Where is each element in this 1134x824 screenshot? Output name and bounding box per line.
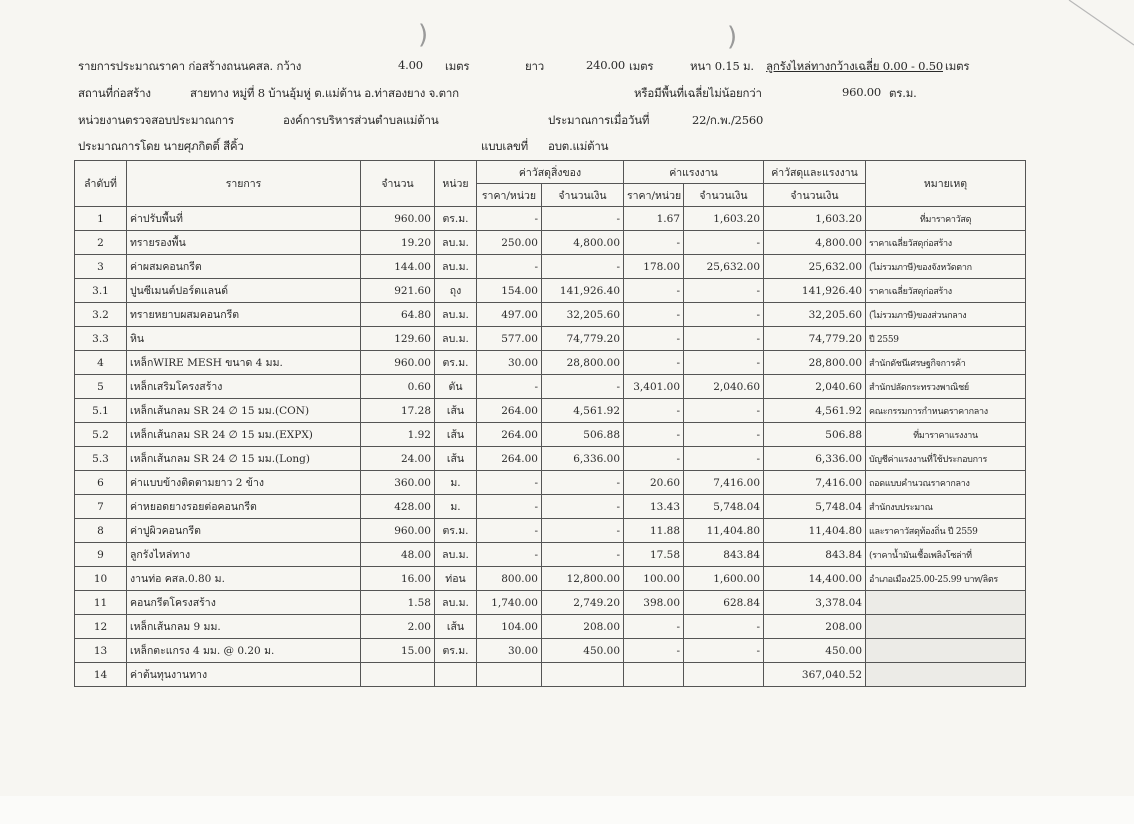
area-label: หรือมีพื้นที่เฉลี่ยไม่น้อยกว่า: [634, 86, 762, 100]
road-width-unit: เมตร: [445, 59, 470, 73]
table-row: [75, 207, 1026, 231]
row-material-amount: -: [542, 471, 624, 495]
col-labor-header: ค่าแรงงาน: [624, 161, 764, 184]
row-qty: 2.00: [361, 615, 435, 639]
table-row: [75, 327, 1026, 351]
row-total: 74,779.20: [764, 327, 866, 351]
row-unit: ตร.ม.: [435, 519, 477, 543]
row-qty: 0.60: [361, 375, 435, 399]
row-item: หิน: [127, 327, 361, 351]
project-title: รายการประมาณราคา ก่อสร้างถนนคสล. กว้าง: [78, 59, 302, 73]
row-material-price: 264.00: [477, 447, 542, 471]
row-unit: ตร.ม.: [435, 207, 477, 231]
page-bottom-edge: [0, 796, 1134, 824]
row-material-price: -: [477, 375, 542, 399]
row-unit: เส้น: [435, 423, 477, 447]
row-item: เหล็กเส้นกลม 9 มม.: [127, 615, 361, 639]
inspector-label: หน่วยงานตรวจสอบประมาณการ: [78, 113, 234, 127]
table-row: [75, 567, 1026, 591]
row-labor-amount: -: [684, 327, 764, 351]
row-labor-amount: -: [684, 423, 764, 447]
row-qty: 921.60: [361, 279, 435, 303]
row-total: 450.00: [764, 639, 866, 663]
row-unit: ตัน: [435, 375, 477, 399]
length-unit: เมตร: [629, 59, 654, 73]
location-label: สถานที่ก่อสร้าง: [78, 86, 151, 100]
table-row: [75, 399, 1026, 423]
row-material-price: 30.00: [477, 351, 542, 375]
row-unit: [435, 663, 477, 687]
material-unit-price-header: ราคา/หน่วย: [477, 184, 542, 207]
table-row: [75, 279, 1026, 303]
row-unit: เส้น: [435, 447, 477, 471]
row-labor-amount: -: [684, 303, 764, 327]
col-material-header: ค่าวัสดุสิ่งของ: [477, 161, 624, 184]
header-line-1: [78, 58, 301, 76]
row-qty: 144.00: [361, 255, 435, 279]
row-total: 506.88: [764, 423, 866, 447]
row-no: 8: [75, 519, 127, 543]
row-labor-price: 17.58: [624, 543, 684, 567]
row-no: 3.1: [75, 279, 127, 303]
row-qty: 960.00: [361, 207, 435, 231]
row-total: 28,800.00: [764, 351, 866, 375]
row-item: เหล็กเสริมโครงสร้าง: [127, 375, 361, 399]
col-unit-header: หน่วย: [435, 161, 477, 207]
shoulder-text: ลูกรังไหล่ทางกว้างเฉลี่ย 0.00 - 0.50: [766, 59, 943, 73]
row-labor-price: 398.00: [624, 591, 684, 615]
row-material-amount: -: [542, 375, 624, 399]
row-remark: ที่มาราคาแรงงาน: [866, 423, 1026, 447]
row-labor-amount: 11,404.80: [684, 519, 764, 543]
estimate-date-value: 22/ก.พ./2560: [692, 113, 764, 127]
row-labor-amount: -: [684, 279, 764, 303]
road-width-value: 4.00: [398, 58, 423, 72]
row-material-amount: -: [542, 543, 624, 567]
row-labor-amount: -: [684, 639, 764, 663]
row-remark: ถอดแบบคำนวณราคากลาง: [866, 471, 1026, 495]
table-row: [75, 495, 1026, 519]
row-unit: ตร.ม.: [435, 639, 477, 663]
row-labor-price: 178.00: [624, 255, 684, 279]
row-material-amount: -: [542, 495, 624, 519]
row-no: 5.3: [75, 447, 127, 471]
row-unit: ลบ.ม.: [435, 591, 477, 615]
row-material-amount: 32,205.60: [542, 303, 624, 327]
row-labor-price: -: [624, 639, 684, 663]
row-material-price: 30.00: [477, 639, 542, 663]
row-remark: ปี 2559: [866, 327, 1026, 351]
row-material-amount: 2,749.20: [542, 591, 624, 615]
row-labor-price: -: [624, 231, 684, 255]
row-labor-price: 100.00: [624, 567, 684, 591]
row-material-amount: -: [542, 255, 624, 279]
row-total: 6,336.00: [764, 447, 866, 471]
row-total: 208.00: [764, 615, 866, 639]
row-no: 14: [75, 663, 127, 687]
row-no: 10: [75, 567, 127, 591]
row-labor-price: -: [624, 615, 684, 639]
row-material-amount: 141,926.40: [542, 279, 624, 303]
row-remark: [866, 615, 1026, 639]
table-row: [75, 351, 1026, 375]
row-labor-price: 11.88: [624, 519, 684, 543]
table-row: [75, 375, 1026, 399]
row-material-price: -: [477, 207, 542, 231]
row-item: งานท่อ คสล.0.80 ม.: [127, 567, 361, 591]
row-remark: บัญชีค่าแรงงานที่ใช้ประกอบการ: [866, 447, 1026, 471]
row-labor-amount: 2,040.60: [684, 375, 764, 399]
row-remark: [866, 591, 1026, 615]
row-unit: เส้น: [435, 399, 477, 423]
row-material-amount: 28,800.00: [542, 351, 624, 375]
row-remark: สำนักปลัดกระทรวงพาณิชย์: [866, 375, 1026, 399]
row-qty: 19.20: [361, 231, 435, 255]
row-labor-price: -: [624, 351, 684, 375]
row-unit: ลบ.ม.: [435, 231, 477, 255]
row-material-amount: -: [542, 519, 624, 543]
row-labor-amount: 1,600.00: [684, 567, 764, 591]
row-qty: [361, 663, 435, 687]
row-qty: 960.00: [361, 519, 435, 543]
row-labor-amount: -: [684, 399, 764, 423]
table-row: [75, 663, 1026, 687]
row-material-price: 1,740.00: [477, 591, 542, 615]
row-labor-amount: -: [684, 231, 764, 255]
row-item: ค่าหยอดยางรอยต่อคอนกรีต: [127, 495, 361, 519]
length-value: 240.00: [586, 58, 626, 72]
area-value: 960.00: [842, 85, 882, 99]
total-amount-header: จำนวนเงิน: [764, 184, 866, 207]
row-no: 3.3: [75, 327, 127, 351]
row-item: เหล็กเส้นกลม SR 24 ∅ 15 มม.(Long): [127, 447, 361, 471]
table-row: [75, 543, 1026, 567]
row-labor-price: 13.43: [624, 495, 684, 519]
row-total: 2,040.60: [764, 375, 866, 399]
row-qty: 129.60: [361, 327, 435, 351]
table-row: [75, 615, 1026, 639]
row-item: ค่าผสมคอนกรีต: [127, 255, 361, 279]
row-unit: ถุง: [435, 279, 477, 303]
col-remark-header: หมายเหตุ: [866, 161, 1026, 207]
row-remark: ที่มาราคาวัสดุ: [866, 207, 1026, 231]
scan-mark-left: ): [418, 20, 429, 50]
row-no: 11: [75, 591, 127, 615]
row-no: 5.2: [75, 423, 127, 447]
row-labor-amount: 5,748.04: [684, 495, 764, 519]
row-material-price: 154.00: [477, 279, 542, 303]
row-labor-price: 3,401.00: [624, 375, 684, 399]
row-total: 141,926.40: [764, 279, 866, 303]
row-labor-price: -: [624, 399, 684, 423]
row-qty: 16.00: [361, 567, 435, 591]
col-total-header: ค่าวัสดุและแรงงาน: [764, 161, 866, 184]
row-total: 14,400.00: [764, 567, 866, 591]
row-item: ค่าปูผิวคอนกรีต: [127, 519, 361, 543]
row-unit: ตร.ม.: [435, 351, 477, 375]
row-qty: 64.80: [361, 303, 435, 327]
row-remark: อำเภอเมือง25.00-25.99 บาท/ลิตร: [866, 567, 1026, 591]
row-item: เหล็กWIRE MESH ขนาด 4 มม.: [127, 351, 361, 375]
row-labor-amount: 25,632.00: [684, 255, 764, 279]
location-value: สายทาง หมู่ที่ 8 บ้านอุ้มหู่ ต.แม่ต้าน อ.ท่าสองยาง จ.ตาก: [190, 86, 459, 100]
labor-amount-header: จำนวนเงิน: [684, 184, 764, 207]
row-labor-price: -: [624, 303, 684, 327]
row-remark: สำนักดัชนีเศรษฐกิจการค้า: [866, 351, 1026, 375]
row-material-price: 577.00: [477, 327, 542, 351]
row-material-amount: -: [542, 207, 624, 231]
row-qty: 960.00: [361, 351, 435, 375]
row-material-price: 264.00: [477, 423, 542, 447]
row-remark: และราคาวัสดุท้องถิ่น ปี 2559: [866, 519, 1026, 543]
row-no: 3.2: [75, 303, 127, 327]
length-label: ยาว: [525, 59, 545, 73]
row-material-price: -: [477, 255, 542, 279]
table-row: [75, 447, 1026, 471]
row-remark: (ไม่รวมภาษี)ของส่วนกลาง: [866, 303, 1026, 327]
row-remark: (ไม่รวมภาษี)ของจังหวัดตาก: [866, 255, 1026, 279]
row-material-amount: 4,561.92: [542, 399, 624, 423]
row-labor-amount: -: [684, 615, 764, 639]
row-material-amount: 208.00: [542, 615, 624, 639]
row-labor-price: -: [624, 279, 684, 303]
row-remark: (ราคาน้ำมันเชื้อเพลิงโซล่าที่: [866, 543, 1026, 567]
col-qty-header: จำนวน: [361, 161, 435, 207]
row-material-price: [477, 663, 542, 687]
row-total: 25,632.00: [764, 255, 866, 279]
row-unit: ลบ.ม.: [435, 303, 477, 327]
row-labor-price: 20.60: [624, 471, 684, 495]
row-total: 1,603.20: [764, 207, 866, 231]
row-total: 5,748.04: [764, 495, 866, 519]
row-total: 32,205.60: [764, 303, 866, 327]
row-labor-amount: 7,416.00: [684, 471, 764, 495]
table-row: [75, 303, 1026, 327]
row-item: ปูนซีเมนต์ปอร์ตแลนด์: [127, 279, 361, 303]
row-remark: ราคาเฉลี่ยวัสดุก่อสร้าง: [866, 231, 1026, 255]
row-labor-amount: -: [684, 447, 764, 471]
row-no: 2: [75, 231, 127, 255]
row-material-price: -: [477, 471, 542, 495]
row-total: 3,378.04: [764, 591, 866, 615]
row-no: 7: [75, 495, 127, 519]
row-total: 4,561.92: [764, 399, 866, 423]
row-total: 4,800.00: [764, 231, 866, 255]
row-unit: ลบ.ม.: [435, 255, 477, 279]
row-remark: [866, 663, 1026, 687]
row-total: 843.84: [764, 543, 866, 567]
row-no: 5.1: [75, 399, 127, 423]
row-labor-amount: 1,603.20: [684, 207, 764, 231]
row-total: 367,040.52: [764, 663, 866, 687]
row-material-price: 250.00: [477, 231, 542, 255]
row-unit: ลบ.ม.: [435, 543, 477, 567]
row-unit: ท่อน: [435, 567, 477, 591]
material-amount-header: จำนวนเงิน: [542, 184, 624, 207]
row-no: 5: [75, 375, 127, 399]
row-item: เหล็กเส้นกลม SR 24 ∅ 15 มม.(CON): [127, 399, 361, 423]
row-item: เหล็กตะแกรง 4 มม. @ 0.20 ม.: [127, 639, 361, 663]
row-total: 11,404.80: [764, 519, 866, 543]
row-no: 6: [75, 471, 127, 495]
row-material-price: -: [477, 495, 542, 519]
row-remark: คณะกรรมการกำหนดราคากลาง: [866, 399, 1026, 423]
row-material-amount: 506.88: [542, 423, 624, 447]
row-unit: ม.: [435, 495, 477, 519]
table-row: [75, 423, 1026, 447]
row-material-price: 264.00: [477, 399, 542, 423]
table-row: [75, 591, 1026, 615]
row-remark: สำนักงบประมาณ: [866, 495, 1026, 519]
table-row: [75, 519, 1026, 543]
area-unit: ตร.ม.: [889, 86, 917, 100]
row-labor-amount: -: [684, 351, 764, 375]
row-material-amount: 74,779.20: [542, 327, 624, 351]
estimator-name: ประมาณการโดย นายศุภกิตติ์ สีคิ้ว: [78, 139, 244, 153]
row-labor-price: [624, 663, 684, 687]
row-labor-price: 1.67: [624, 207, 684, 231]
row-qty: 360.00: [361, 471, 435, 495]
row-material-amount: [542, 663, 624, 687]
row-item: ค่าต้นทุนงานทาง: [127, 663, 361, 687]
table-row: [75, 255, 1026, 279]
row-labor-price: -: [624, 447, 684, 471]
scan-mark-right: ): [727, 22, 738, 52]
row-no: 4: [75, 351, 127, 375]
row-material-amount: 450.00: [542, 639, 624, 663]
row-unit: เส้น: [435, 615, 477, 639]
row-item: ค่าแบบข้างติดตามยาว 2 ข้าง: [127, 471, 361, 495]
row-qty: 24.00: [361, 447, 435, 471]
table-row: [75, 639, 1026, 663]
row-remark: ราคาเฉลี่ยวัสดุก่อสร้าง: [866, 279, 1026, 303]
table-row: [75, 471, 1026, 495]
row-no: 3: [75, 255, 127, 279]
row-no: 12: [75, 615, 127, 639]
row-item: ทรายหยาบผสมคอนกรีต: [127, 303, 361, 327]
row-labor-price: -: [624, 327, 684, 351]
row-qty: 1.58: [361, 591, 435, 615]
page-corner-fold: [1024, 0, 1134, 80]
form-number-value: อบต.แม่ต้าน: [548, 139, 609, 153]
row-material-price: 104.00: [477, 615, 542, 639]
row-material-amount: 4,800.00: [542, 231, 624, 255]
row-labor-price: -: [624, 423, 684, 447]
col-item-header: รายการ: [127, 161, 361, 207]
labor-unit-price-header: ราคา/หน่วย: [624, 184, 684, 207]
estimate-table: [74, 160, 1026, 687]
row-labor-amount: 628.84: [684, 591, 764, 615]
row-qty: 1.92: [361, 423, 435, 447]
table-row: [75, 231, 1026, 255]
col-no-header: ลำดับที่: [75, 161, 127, 207]
form-number-label: แบบเลขที่: [481, 139, 529, 153]
row-labor-amount: [684, 663, 764, 687]
row-material-price: -: [477, 519, 542, 543]
row-no: 13: [75, 639, 127, 663]
row-labor-amount: 843.84: [684, 543, 764, 567]
row-unit: ลบ.ม.: [435, 327, 477, 351]
inspector-agency: องค์การบริหารส่วนตำบลแม่ต้าน: [283, 113, 439, 127]
thickness-text: หนา 0.15 ม.: [690, 59, 754, 73]
row-material-amount: 6,336.00: [542, 447, 624, 471]
row-qty: 48.00: [361, 543, 435, 567]
row-item: ทรายรองพื้น: [127, 231, 361, 255]
row-qty: 15.00: [361, 639, 435, 663]
table-header: [75, 161, 1026, 207]
row-material-price: -: [477, 543, 542, 567]
row-item: คอนกรีตโครงสร้าง: [127, 591, 361, 615]
row-no: 1: [75, 207, 127, 231]
row-item: ค่าปรับพื้นที่: [127, 207, 361, 231]
row-no: 9: [75, 543, 127, 567]
row-total: 7,416.00: [764, 471, 866, 495]
row-material-price: 497.00: [477, 303, 542, 327]
row-item: เหล็กเส้นกลม SR 24 ∅ 15 มม.(EXPX): [127, 423, 361, 447]
row-material-amount: 12,800.00: [542, 567, 624, 591]
estimate-date-label: ประมาณการเมื่อวันที่: [548, 113, 650, 127]
shoulder-unit: เมตร: [945, 59, 970, 73]
row-remark: [866, 639, 1026, 663]
row-qty: 17.28: [361, 399, 435, 423]
row-item: ลูกรังไหล่ทาง: [127, 543, 361, 567]
row-qty: 428.00: [361, 495, 435, 519]
row-material-price: 800.00: [477, 567, 542, 591]
table-body: [75, 207, 1026, 687]
row-unit: ม.: [435, 471, 477, 495]
